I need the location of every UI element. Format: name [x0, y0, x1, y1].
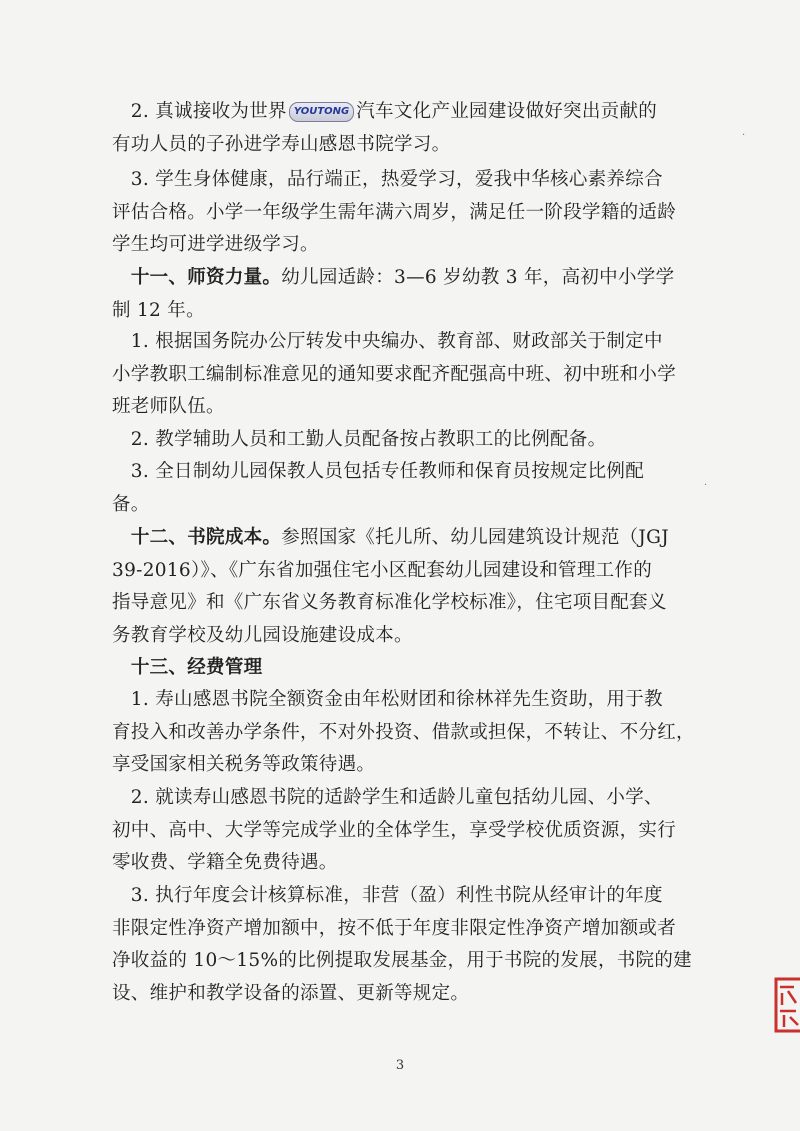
paragraph-1: [112, 96, 702, 161]
paragraph-1-line-1a: 2. 真诚接收为世界: [112, 101, 287, 122]
paragraph-7: [112, 522, 702, 652]
paragraph-7-line-2: 39-2016）》、《广东省加强住宅小区配套幼儿园建设和管理工作的: [112, 559, 653, 581]
paragraph-10-line-1: 2. 就读寿山感恩书院的适龄学生和适龄儿童包括幼儿园、小学、: [112, 787, 663, 808]
paragraph-10-line-3: 零收费、学籍全免费待遇。: [112, 852, 338, 873]
paragraph-5: [112, 424, 702, 457]
paragraph-9-line-2: 育投入和改善办学条件，不对外投资、借款或担保，不转让、不分红，: [112, 721, 695, 743]
paragraph-6: [112, 456, 702, 521]
paragraph-4-line-2: 小学教职工编制标准意见的通知要求配齐配强高中班、初中班和小学: [112, 363, 677, 385]
paragraph-11-line-3: 净收益的 10～15%的比例提取发展基金，用于书院的发展，书院的建: [112, 950, 692, 971]
paragraph-1-line-2: 有功人员的子孙进学寿山感恩书院学习。: [112, 133, 451, 155]
paragraph-9-line-3: 享受国家相关税务等政策待遇。: [112, 754, 376, 775]
paragraph-10: [112, 782, 702, 880]
scan-mark: ·: [742, 130, 746, 141]
section-13-heading: 十三、经费管理: [130, 657, 263, 678]
paragraph-7-line-3: 指导意见》和《广东省义务教育标准化学校标准》，住宅项目配套义: [112, 592, 667, 613]
paragraph-8: [112, 652, 702, 685]
paragraph-7-line-1: 参照国家《托儿所、幼儿园建筑设计规范（JGJ: [281, 527, 669, 548]
paragraph-7-line-4: 务教育学校及幼儿园设施建设成本。: [112, 624, 413, 646]
paragraph-11-line-2: 非限定性净资产增加额中，按不低于年度非限定性净资产增加额或者: [112, 917, 677, 939]
paragraph-6-line-2: 备。: [112, 493, 150, 515]
red-seal-stamp-icon: [772, 975, 800, 1035]
paragraph-11: [112, 880, 702, 1010]
paragraph-3: [112, 262, 702, 327]
paragraph-10-line-2: 初中、高中、大学等完成学业的全体学生，享受学校优质资源，实行: [112, 819, 677, 841]
section-11-heading: 十一、师资力量。: [130, 267, 282, 288]
paragraph-2-line-3: 学生均可进学进级学习。: [112, 234, 319, 255]
section-12-heading: 十二、书院成本。: [130, 527, 282, 548]
paragraph-3-line-2: 制 12 年。: [112, 299, 205, 321]
paragraph-4-line-3: 班老师队伍。: [112, 396, 225, 417]
paragraph-4-line-1: 1. 根据国务院办公厅转发中央编办、教育部、财政部关于制定中: [112, 331, 663, 352]
youtong-logo: YOUTONG: [289, 102, 354, 122]
paragraph-5-line-1: 2. 教学辅助人员和工勤人员配备按占教职工的比例配备。: [112, 429, 607, 450]
scan-mark: ·: [704, 480, 708, 491]
paragraph-11-line-4: 设、维护和教学设备的添置、更新等规定。: [112, 982, 470, 1004]
paragraph-6-line-1: 3. 全日制幼儿园保教人员包括专任教师和保育员按规定比例配: [112, 461, 645, 482]
paragraph-1-line-1b: 汽车文化产业园建设做好突出贡献的: [356, 101, 658, 122]
paragraph-9: [112, 684, 702, 782]
paragraph-11-line-1: 3. 执行年度会计核算标准，非营（盈）利性书院从经审计的年度: [112, 885, 663, 906]
paragraph-9-line-1: 1. 寿山感恩书院全额资金由年松财团和徐林祥先生资助，用于教: [112, 689, 663, 710]
paragraph-2: [112, 164, 702, 262]
page-number: 3: [395, 1058, 405, 1073]
paragraph-2-line-1: 3. 学生身体健康，品行端正，热爱学习，爱我中华核心素养综合: [112, 169, 663, 190]
paragraph-3-line-1: 幼儿园适龄：3—6 岁幼教 3 年，高初中小学学: [281, 267, 675, 288]
paragraph-4: [112, 326, 702, 424]
paragraph-2-line-2: 评估合格。小学一年级学生需年满六周岁，满足任一阶段学籍的适龄: [112, 201, 677, 223]
